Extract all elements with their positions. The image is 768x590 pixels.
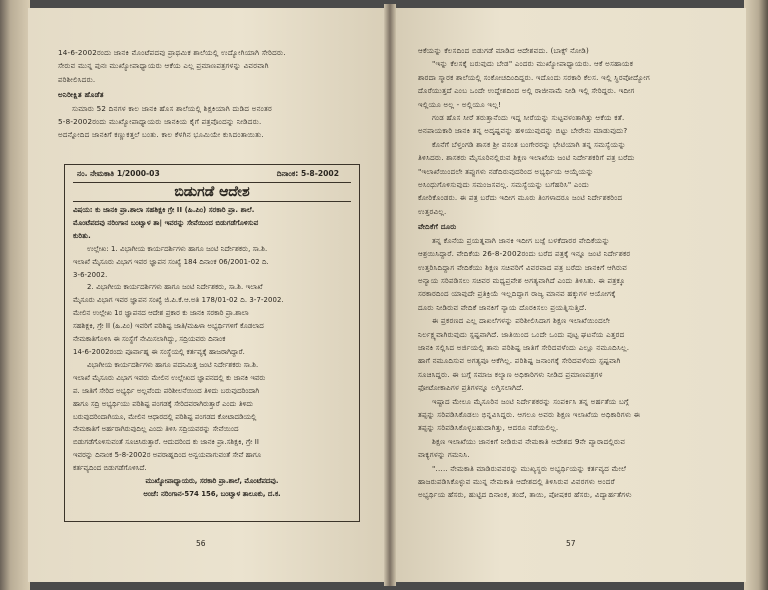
notice-line: ಹಾಗೂ ಸದ್ರಿ ಅಭ್ಯರ್ಥಿಯು ಪರಿಶಿಷ್ಟ ಪಂಗಡಕ್ಕೆ ಸೇರಿದವರಾಗಿರುತ್ತಾರೆ ಎಂದು ತಿಳಿದು bbox=[73, 399, 254, 408]
text-line: ದೊರೆಯುತ್ತದೆ ಎಂಬ ಒಂದೇ ಉದ್ದೇಶದಿಂದ ಅಲ್ಲಿ ರಾಜೀನಾಮೆ ನೀಡಿ ಇಲ್ಲಿ ಸೇರಿದ್ದರು. ಇದೀಗ bbox=[418, 86, 635, 96]
notice-title: ಬಿಡುಗಡೆ ಆದೇಶ bbox=[73, 182, 351, 202]
page-number-right: 57 bbox=[566, 539, 576, 548]
text-line: "ಇಲಾಖೆಯಿಂದಲೇ ತಪ್ಪುಗಳು ನಡೆದಿರುವುದರಿಂದ ಅಭ್ಯರ್ಥಿಯ ಆಯ್ಕೆಯನ್ನು bbox=[418, 166, 594, 176]
text-line: ಅಸಿಂಧುಗೊಳಿಸುವುದು ಸಮಂಜಸವಲ್ಲ. ಸಮಸ್ಯೆಯನ್ನು ಬಗೆಹರಿಸಿ" ಎಂದು bbox=[418, 180, 590, 190]
text-line: ಉತ್ತರವಿಲ್ಲ. bbox=[418, 206, 447, 216]
text-line: ಗಂಡ ಹೊಸ ಸೀರೆ ತರುತ್ತಾನೆಂದು ಇದ್ದ ಸೀರೆಯನ್ನು ಸುಟ್ಟವಳಂತಾಗಿತ್ತು ಆಕೆಯ ಕತೆ. bbox=[432, 113, 625, 123]
notice-line: ಬಿಡುಗಡೆಗೊಳಿಸುವಂತೆ ಸೂಚಿಸಿರುತ್ತಾರೆ. ಆದುದರಿಂದ ಕು ಜಾನಕಿ ಪ್ರಾ.ಸಶಿಕ್ಷಕಿ, ಗ್ರೇ II bbox=[73, 438, 259, 447]
notice-line: 14-6-2002ರಂದು ಪೂರ್ವಾಹ್ನ ಈ ಸಂಸ್ಥೆಯಲ್ಲಿ ಕರ್ತವ್ಯಕ್ಕೆ ಹಾಜರಾಗಿದ್ದಾರೆ. bbox=[73, 347, 245, 356]
notice-line: ವಿಭಾಗೀಯ ಕಾರ್ಯದರ್ಶಿಗಳು ಹಾಗೂ ಪದನಿಮಿತ್ತ ಜಂಟಿ ನಿರ್ದೇಶಕರು ಸಾ.ಶಿ. bbox=[87, 360, 259, 369]
text-line: ಜಾನಕಿ ಸಲ್ಲಿಸಿದ ಅರ್ಜಿಯಲ್ಲಿ ತಾನು ಪರಿಶಿಷ್ಟ ಜಾತಿಗೆ ಸೇರಿದವಳೆಂದು ಎಲ್ಲೂ ನಮೂದಿಸಿಲ್ಲ. bbox=[418, 342, 630, 352]
text-line: ಹಾಗೆ ನಮೂದಿಸುವ ಅಗತ್ಯವೂ ಆಕೆಗಿಲ್ಲ. ಪರಿಶಿಷ್ಟ ಜನಾಂಗಕ್ಕೆ ಸೇರಿದವಳೆಂದು ಸ್ಪಷ್ಟವಾಗಿ bbox=[418, 356, 621, 366]
right-page-content bbox=[418, 44, 730, 502]
text-line: ಹಾಜರುಪಡಿಸಿಕೊಳ್ಳುವ ಮುನ್ನ ನೇಮಕಾತಿ ಆದೇಶದಲ್ಲಿ ತಿಳಿಸಿರುವ ವಿವರಗಳು ಅಂದರೆ bbox=[418, 477, 615, 486]
section-heading: ಅನಿರೀಕ್ಷಿತ ಹೊಡೆತ bbox=[58, 90, 104, 100]
text-line: ಸುಮಾರು 52 ದಿನಗಳ ಕಾಲ ಜಾನಕಿ ಹೊಸ ಶಾಲೆಯಲ್ಲಿ ಶಿಕ್ಷಕಿಯಾಗಿ ದುಡಿದ ಅನಂತರ bbox=[72, 103, 273, 113]
notice-line: 2. ವಿಭಾಗೀಯ ಕಾರ್ಯದರ್ಶಿಗಳು ಹಾಗೂ ಜಂಟಿ ನಿರ್ದೇಶಕರು, ಸಾ.ಶಿ. ಇಲಾಖೆ bbox=[87, 283, 263, 292]
notice-address: ಅಂಚೆ: ನರಿಂಗಾನ-574 156, ಬಂಟ್ವಾಳ ತಾಲೂಕು, ದ.ಕ. bbox=[143, 489, 281, 498]
left-page-content bbox=[58, 46, 368, 142]
notice-date: ದಿನಾಂಕ: 5-8-2002 bbox=[276, 169, 339, 178]
text-line: ಪರಿಶೀಲಿಸಿದರು. bbox=[58, 74, 96, 84]
notice-body bbox=[65, 204, 359, 501]
text-line: ಕೋರಿಕೊಂಡರು. ಈ ಪತ್ರ ಬರೆದು ಇದೀಗ ಮೂರು ತಿಂಗಳಾದರೂ ಜಂಟಿ ನಿರ್ದೇಶಕರಿಂದ bbox=[418, 193, 623, 203]
text-line: ತಪ್ಪನ್ನು ಸರಿಪಡಿಸಿಕೊಳ್ಳಬಹುದಾಗಿತ್ತು, ಆದರೂ ನಡೆಯಲಿಲ್ಲ. bbox=[418, 423, 559, 433]
page-number-left: 56 bbox=[196, 539, 206, 548]
notice-line: ಮೊಂಟೆಪದವು ನರಿಂಗಾನ ಬಂಟ್ವಾಳ ತಾ| ಇವರನ್ನು ಸೇವೆಯಿಂದ ಬಿಡುಗಡೆಗೊಳಿಸುವ bbox=[73, 218, 259, 227]
right-page bbox=[396, 8, 746, 582]
text-line: ಈ ಪ್ರಕರಣದ ಎಲ್ಲ ದಾಖಲೆಗಳನ್ನು ಪರಿಶೀಲಿಸಿದಾಗ ಶಿಕ್ಷಣ ಇಲಾಖೆಯಿಂದಲೇ bbox=[432, 316, 611, 326]
notice-line: ಇಲಾಖೆ ಮೈಸೂರು ವಿಭಾಗ ಇವರು ಮೇಲಿನ ಉಲ್ಲೇಖದ ಜ್ಞಾಪನದಲ್ಲಿ ಕು ಜಾನಕಿ ಇವರು bbox=[73, 373, 266, 382]
notice-line: ಇವರನ್ನು ದಿನಾಂಕ 5-8-2002ರ ಅಪರಾಹ್ನದಿಂದ ಅನ್ವಯವಾಗುವಂತೆ ಸೇವೆ ಹಾಗೂ bbox=[73, 451, 262, 460]
notice-line: ಮೇಲಿನ ಉಲ್ಲೇಖ 1ರ ಜ್ಞಾಪನದ ಆದೇಶ ಪ್ರಕಾರ ಕು ಜಾನಕಿ ಸರಕಾರಿ ಪ್ರಾ.ಶಾಲಾ bbox=[73, 309, 249, 318]
text-line: ಆಕೆಯನ್ನು ಕೆಲಸದಿಂದ ಬಿಡುಗಡೆ ಮಾಡಿದ ಆದೇಶವದು. (ಬಾಕ್ಸ್ ನೋಡಿ) bbox=[418, 46, 590, 55]
book-edge-left bbox=[0, 0, 30, 590]
left-page bbox=[28, 8, 384, 582]
notice-ref-number: ನಂ. ನೇಮಕಾತಿ 1/2000-03 bbox=[77, 169, 160, 178]
notice-line: ಇಲಾಖೆ ಮೈಸೂರು ವಿಭಾಗ ಇವರ ಜ್ಞಾಪನ ಸಂಖ್ಯೆ 184 ದಿನಾಂಕ 06/2001-02 ದಿ. bbox=[73, 257, 269, 266]
text-line: ಉತ್ತರಿಸಿದಿದ್ದಾಗ ವೇದಿಕೆಯು ಶಿಕ್ಷಣ ಸಚಿವರಿಗೆ ವಿವರವಾದ ಪತ್ರ ಬರೆದು ಜಾನಕಿಗೆ ಆಗಿರುವ bbox=[418, 262, 628, 272]
release-order-box bbox=[64, 164, 360, 522]
notice-header bbox=[65, 165, 359, 179]
notice-line: ಬರುವುದರಿಂದಾಗಿಯೂ, ಮೇಲಿನ ಆಧಾರದಲ್ಲಿ ಪರಿಶಿಷ್ಟ ಪಂಗಡದ ಕೋಟಾದಡಿಯಲ್ಲಿ bbox=[73, 412, 257, 421]
text-line: ಆಶ್ರಯಿಸಿದ್ದಾರೆ. ವೇದಿಕೆಯ 26-8-2002ರಂದು ಬರೆದ ಪತ್ರಕ್ಕೆ ಇನ್ನೂ ಜಂಟಿ ನಿರ್ದೇಶಕರ bbox=[418, 249, 631, 259]
text-line: ದೂರು ನೀಡಿರುವ ವೇದಿಕೆ ಜಾನಕಿಗೆ ನ್ಯಾಯ ದೊರಕಿಸಲು ಪ್ರಯತ್ನಿಸುತ್ತಿದೆ. bbox=[418, 302, 587, 312]
text-line: ನಿರ್ಲಕ್ಷ್ಯವಾಗಿರುವುದು ಸ್ಪಷ್ಟವಾಗಿದೆ. ಜಾತಿಯಿಂದ ಒಂದೇ ಒಂದು ಪುಟ್ಟ ಘಟನೆಯ ಎತ್ತರದ bbox=[418, 329, 625, 339]
notice-line: ಸಹಶಿಕ್ಷಕಿ, ಗ್ರೇ II (ಹಿ.ಪಿಂ) ಇವರಿಗೆ ಪರಿಶಿಷ್ಟ ಜಾತಿ/ಮಹಿಳಾ ಅಭ್ಯರ್ಥಿಗಳಿಗೆ ಕೊಡಲಾದ bbox=[73, 322, 264, 331]
notice-line: ನೇಮಕಾತಿಗೊಳಿಸಿ ಈ ಸಂಸ್ಥೆಗೆ ನೇಮಿಸಲಾಗಿದ್ದು, ಸದ್ರಿಯವರು ದಿನಾಂಕ bbox=[73, 335, 226, 344]
book-gutter bbox=[384, 4, 396, 586]
text-line: ತಿಳಿಸಿದರು. ಶಾಸಕರು ಮೈಸೂರಿನಲ್ಲಿರುವ ಶಿಕ್ಷಣ ಇಲಾಖೆಯ ಜಂಟಿ ನಿರ್ದೇಶಕರಿಗೆ ಪತ್ರ ಬರೆದು bbox=[418, 153, 635, 163]
text-line: 14-6-2002ರಂದು ಜಾನಕಿ ಮೊಂಟೆಪದವು ಪ್ರಾಥಮಿಕ ಶಾಲೆಯಲ್ಲಿ ಉದ್ಯೋಗಿಯಾಗಿ ಸೇರಿದರು. bbox=[58, 48, 286, 57]
text-line: ತಪ್ಪನ್ನು ಸರಿಪಡಿಸಿಕೊಡಲು ಭಿನ್ನವಿಸಿದ್ದರು. ಆಗಲೂ ಅವರು ಶಿಕ್ಷಣ ಇಲಾಖೆಯ ಅಧಿಕಾರಿಗಳು ಈ bbox=[418, 409, 641, 419]
text-line: ಶಿಕ್ಷಣ ಇಲಾಖೆಯು ಜಾನಕಿಗೆ ನೀಡಿರುವ ನೇಮಕಾತಿ ಆದೇಶದ 9ನೇ ಪ್ಯಾರಾದಲ್ಲಿರುವ bbox=[432, 436, 626, 446]
notice-line: ಮೈಸೂರು ವಿಭಾಗ ಇವರ ಜ್ಞಾಪನ ಸಂಖ್ಯೆ ಜಿ.ಪಿ.ಕೆ.ಆ.ಅತಿ 178/01-02 ದಿ. 3-7-2002. bbox=[73, 296, 284, 305]
text-line: ಶಾರದಾ ಸ್ಮಾರಕ ಶಾಲೆಯಲ್ಲಿ ಸಂಕೋಚದಿಂದಿದ್ದರು. ಇದೊಂದು ಸರಕಾರಿ ಕೆಲಸ. ಇಲ್ಲಿ ಸ್ಥಿರವೋದ್ಯೋಗ bbox=[418, 72, 651, 82]
notice-line: ವಿಷಯ: ಕು ಜಾನಕಿ ಪ್ರಾ.ಶಾಲಾ ಸಹಶಿಕ್ಷಕಿ ಗ್ರೇ II (ಹಿ.ಪಿಂ) ಸರಕಾರಿ ಪ್ರಾ. ಶಾಲೆ. bbox=[73, 206, 255, 214]
notice-line: ಕುರಿತು. bbox=[73, 231, 91, 240]
text-line: "..... ನೇಮಕಾತಿ ಮಾಡಿರುವವರನ್ನು ಮುಖ್ಯಸ್ಥರು ಅಭ್ಯರ್ಥಿಯನ್ನು ಕರ್ತವ್ಯದ ಮೇಲೆ bbox=[432, 463, 627, 473]
notice-line: 3-6-2002. bbox=[73, 270, 108, 279]
text-line: ಕೊನೆಗೆ ಬೆಳ್ತಂಗಡಿ ಶಾಸಕ ಶ್ರೀ ವಸಂತ ಬಂಗೇರರನ್ನು ಭೇಟಿಯಾಗಿ ತನ್ನ ಸಮಸ್ಯೆಯನ್ನು bbox=[432, 139, 626, 149]
book-edge-right bbox=[744, 0, 768, 590]
text-line: ಸೇರುವ ಮುನ್ನ ಪುನಃ ಮುಖ್ಯೋಪಾಧ್ಯಾಯರು ಆಕೆಯ ಎಲ್ಲ ಪ್ರಮಾಣಪತ್ರಗಳನ್ನು ವಿವರವಾಗಿ bbox=[58, 61, 269, 71]
text-line: ಫೋಟೋಕಾಪಿಗಳ ಪ್ರತಿಗಳನ್ನೂ ಲಗ್ತಿಸಲಾಗಿದೆ. bbox=[418, 383, 524, 393]
text-line: ಅನ್ಯಾಯ ಸರಿಪಡಿಸಲು ಸಚಿವರ ಮಧ್ಯಪ್ರವೇಶ ಅಗತ್ಯವಾಗಿದೆ ಎಂದು ತಿಳಿಸಿತು. ಈ ಪತ್ರಕ್ಕೂ bbox=[418, 275, 626, 285]
text-line: ಸೂಚಿಸಿದ್ದರು. ಈ ಬಗ್ಗೆ ಸಮಾಜ ಕಲ್ಯಾಣ ಅಧಿಕಾರಿಗಳು ನೀಡಿದ ಪ್ರಮಾಣಪತ್ರಗಳ bbox=[418, 369, 603, 379]
text-line: ಅನಪಾಯಕಾರಿ ಜಾನಕಿ ತನ್ನ ಅದೃಷ್ಟವನ್ನು ಹಳಿಯುವುದನ್ನು ಬಿಟ್ಟು ಬೇರೇನು ಮಾಡುವುದು? bbox=[418, 126, 628, 136]
notice-signature: ಮುಖ್ಯೋಪಾಧ್ಯಾಯರು, ಸರಕಾರಿ ಪ್ರಾ.ಶಾಲೆ, ಮೊಂಟೆಪದವು. bbox=[145, 477, 279, 486]
text-line: ಸರಕಾರದಿಂದ ಯಾವುದೇ ಪ್ರತಿಕ್ರಿಯೆ ಇಲ್ಲದಿದ್ದಾಗ ರಾಜ್ಯ ಮಾನವ ಹಕ್ಕುಗಳ ಆಯೋಗಕ್ಕೆ bbox=[418, 289, 616, 299]
notice-line: ಕರ್ತವ್ಯದಿಂದ ಬಿಡುಗಡೆಗೊಳಿಸಿದೆ. bbox=[73, 464, 147, 473]
section-heading: ವೇದಿಕೆಗೆ ದೂರು bbox=[418, 222, 457, 232]
notice-line: ನೇಮಕಾತಿಗೆ ಅರ್ಹರಾಗಿರುವುದಿಲ್ಲ ಎಂದು ತಿಳಿಸಿ ಸದ್ರಿಯವರನ್ನು ಸೇವೆಯಿಂದ bbox=[73, 425, 239, 434]
notice-line: ಉಲ್ಲೇಖ: 1. ವಿಭಾಗೀಯ ಕಾರ್ಯದರ್ಶಿಗಳು ಹಾಗೂ ಜಂಟಿ ನಿರ್ದೇಶಕರು, ಸಾ.ಶಿ. bbox=[87, 244, 268, 253]
text-line: ಅದನ್ನೋದಿದ ಜಾನಕಿಗೆ ಕಣ್ಣುಕತ್ತಲೆ ಬಂತು. ಕಾಲ ಕೆಳಗಿನ ಭೂಮಿಯೇ ಕುಸಿದಂತಾಯಿತು. bbox=[58, 130, 264, 140]
text-line: ವಾಕ್ಯಗಳನ್ನು ಗಮನಿಸಿ. bbox=[418, 450, 470, 460]
text-line: ಇಷ್ಟಾದ ಮೇಲೂ ಮೈಸೂರಿನ ಜಂಟಿ ನಿರ್ದೇಶಕರನ್ನು ಸಂಪರ್ಕಿಸಿ ತನ್ನ ಅರ್ಹತೆಯ ಬಗ್ಗೆ bbox=[432, 396, 629, 406]
notice-line: ಪ. ಜಾತಿಗೆ ಸೇರಿದ ಅಭ್ಯರ್ಥಿ ಅಲ್ಲವೆಂದು ಪರಿಶೀಲನೆಯಿಂದ ತಿಳಿದು ಬರುವುದರಿಂದಾಗಿ bbox=[73, 386, 260, 395]
text-line: "ಇನ್ನು ಕೆಲಸಕ್ಕೆ ಬರುವುದು ಬೇಡ" ಎಂದರು ಮುಖ್ಯೋಪಾಧ್ಯಾಯರು. ಆಕೆ ಅಸಹಾಯಕ bbox=[432, 59, 634, 69]
text-line: ತನ್ನ ಕೊನೆಯ ಪ್ರಯತ್ನವಾಗಿ ಜಾನಕಿ ಇದೀಗ ಬಜ್ಪೆ ಬಳಕೆದಾರರ ವೇದಿಕೆಯನ್ನು bbox=[432, 235, 610, 245]
text-line: ಇಲ್ಲಿಯೂ ಅಲ್ಲ - ಅಲ್ಲಿಯೂ ಇಲ್ಲ! bbox=[418, 99, 502, 109]
text-line: ಅಭ್ಯರ್ಥಿಯ ಹೆಸರು, ಹುಟ್ಟಿದ ದಿನಾಂಕ, ತಂದೆ, ತಾಯಿ, ಪೋಷಕರ ಹೆಸರು, ವಿದ್ಯಾರ್ಹತೆಗಳು bbox=[418, 490, 632, 500]
text-line: 5-8-2002ರಂದು ಮುಖ್ಯೋಪಾಧ್ಯಾಯರು ಜಾನಕಿಯ ಕೈಗೆ ಪತ್ರವೊಂದನ್ನು ನೀಡಿದರು. bbox=[58, 117, 262, 127]
